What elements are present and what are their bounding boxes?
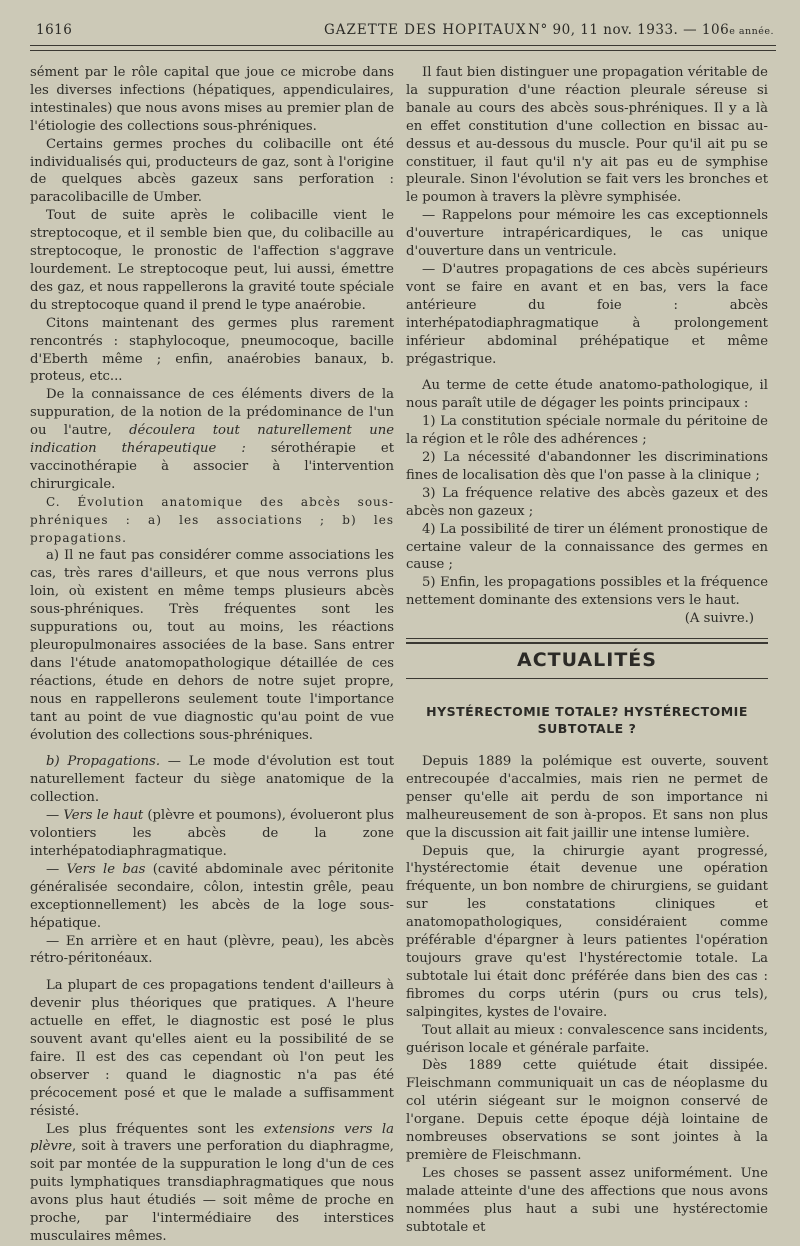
- paragraph: — D'autres propagations de ces abcès supérieurs vont se faire en avant et en bas, vers la face antérieure du foie : abcès interhépatodiaphragmatique à prolongement inférieur abdominal préhépatique et même prégastrique.: [406, 261, 768, 367]
- paragraph: sément par le rôle capital que joue ce microbe dans les diverses infections (hépatiques, appendiculaires, intestinales) que nous avons mises au premier plan de l'étiologie des collections sous-phréniques.: [30, 65, 394, 134]
- paragraph: Certains germes proches du colibacille ont été individualisés qui, producteurs de gaz, sont à l'origine de quelques abcès gazeux sans perforation : paracolibacille de Umber.: [30, 136, 394, 206]
- section-heading: ACTUALITÉS: [517, 649, 657, 672]
- paragraph: Au terme de cette étude anatomo-pathologique, il nous paraît utile de dégager les points principaux :: [406, 378, 768, 412]
- italic-run: Vers le bas: [66, 861, 146, 877]
- paragraph: Tout allait au mieux : convalescence sans incidents, guérison locale et générale parfaite.: [406, 1022, 768, 1056]
- paragraph: Depuis que, la chirurgie ayant progressé, l'hystérectomie était devenue une opération fréquente, un bon nombre de chirurgiens, se guidant sur les constatations cliniques et anatomopathologiques, considéraient comme préférable d'épargner à leurs patientes l'opération toujours grave qu'est l'hystérectomie totale. La subtotale lui était donc préférée dans bien des cas : fibromes du corps utérin (purs ou crus tels), salpingites, kystes de l'ovaire.: [406, 843, 768, 1020]
- article-title-line: SUBTOTALE ?: [537, 721, 637, 736]
- issue-date: N° 90, 11 nov. 1933. — 106: [528, 22, 730, 38]
- text-run: , soit à travers une perforation du diaphragme, soit par montée de la suppuration le long d'un de ces puits lymphatiques transdiaphragmatiques que nous avons plus haut étudiés — soit même de proche en proche, par l'intermédiaire des interstices musculaires mêmes.: [30, 1139, 394, 1244]
- text-run: De la connaissance de ces éléments divers de la suppuration, de la notion de la prédominance de l'un ou l'autre,: [30, 387, 394, 439]
- text-run: —: [46, 861, 67, 877]
- section-c-title: C. Évolution anatomique des abcès sous-phréniques : a) les associations ; b) les propagations.: [30, 494, 394, 545]
- paragraph: Tout de suite après le colibacille vient le streptocoque, et il semble bien que, du colibacille au streptocoque, le pronostic de l'affection s'aggrave lourdement. Le streptocoque peut, lui aussi, émettre des gaz, et nous rappellerons la gravité toute spéciale du streptocoque quand il prend le type anaérobie.: [30, 208, 394, 313]
- article-title-line: HYSTÉRECTOMIE TOTALE? HYSTÉRECTOMIE: [426, 704, 748, 719]
- point-item: 4) La possibilité de tirer un élément pronostique de certaine valeur de la connaissance des germes en cause ;: [406, 521, 768, 573]
- journal-title: GAZETTE DES HOPITAUX: [324, 22, 527, 38]
- right-column: [406, 64, 768, 1236]
- paragraph: Il faut bien distinguer une propagation véritable de la suppuration d'une réaction pleurale séreuse si banale au cours des abcès sous-phréniques. Il y a là en effet constitution d'une collection en bissac au-dessus et au-dessous du muscle. Pour qu'il ait pu se constituer, il faut qu'il n'y ait pas eu de symphise pleurale. Sinon l'évolution se fait vers les bronches et le poumon à travers la plèvre symphisée.: [406, 65, 768, 206]
- header-rule-bottom: [30, 50, 776, 51]
- section-rule-thin: [406, 638, 768, 639]
- point-item: 3) La fréquence relative des abcès gazeux et des abcès non gazeux ;: [406, 485, 768, 519]
- text-run: sérothérapie et vaccinothérapie à associer à l'intervention chirurgicale.: [30, 441, 394, 492]
- paragraph: La plupart de ces propagations tendent d'ailleurs à devenir plus théoriques que pratiques. A l'heure actuelle en effet, le diagnostic est posé le plus souvent avant qu'elles aient eu la possibilité de se faire. Il est des cas cependant où l'on peut les observer : quand le diagnostic n'a pas été précocement posé et que le malade a suffisamment résisté.: [30, 978, 394, 1119]
- issue-info: [528, 22, 774, 38]
- paragraph: Citons maintenant des germes plus rarement rencontrés : staphylocoque, pneumocoque, bacille d'Eberth même ; enfin, anaérobies banaux, b. proteus, etc...: [30, 315, 394, 385]
- section-rule-thick: [406, 642, 768, 644]
- text-run: Les plus fréquentes sont les: [46, 1121, 264, 1137]
- article-title: [406, 703, 768, 737]
- italic-run: b) Propagations.: [46, 754, 161, 770]
- paragraph: a) Il ne faut pas considérer comme associations les cas, très rares d'ailleurs, et que nous verrons plus loin, où existent en même temps plusieurs abcès sous-phréniques. Très fréquentes sont les suppurations ou, tout au moins, les réactions pleuropulmonaires associées de la base. Sans entrer dans l'étude anatomopathologique détaillée de ces réactions, étude en dehors de notre sujet propre, nous en rappellerons seulement toute l'importance tant au point de vue diagnostic qu'au point de vue évolution des collections sous-phréniques.: [30, 548, 394, 743]
- issue-year-suffix: e année.: [729, 26, 774, 37]
- point-item: 5) Enfin, les propagations possibles et la fréquence nettement dominante des extensions vers le haut.: [406, 575, 768, 609]
- paragraph: Depuis 1889 la polémique est ouverte, souvent entrecoupée d'accalmies, mais rien ne permet de penser qu'elle ait perdu de son importance ni malheureusement de son à-propos. Et sans non plus que la discussion ait fait jaillir une intense lumière.: [406, 754, 768, 841]
- paragraph: Dès 1889 cette quiétude était dissipée. Fleischmann communiquait un cas de néoplasme du col utérin siégeant sur le moignon conservé de l'organe. Depuis cette époque déjà lointaine de nombreuses observations se sont jointes à la première de Fleischmann.: [406, 1058, 768, 1163]
- text-run: —: [46, 808, 64, 824]
- page-header: [36, 22, 774, 42]
- paragraph: Les choses se passent assez uniformément. Une malade atteinte d'une des affections que nous avons nommées plus haut a subi une hystérectomie subtotale et: [406, 1165, 768, 1235]
- point-item: 2) La nécessité d'abandonner les discriminations fines de localisation dès que l'on passe à la clinique ;: [406, 450, 768, 483]
- section-rule-below: [406, 678, 768, 679]
- header-rule-top: [30, 45, 776, 46]
- paragraph: [30, 386, 394, 493]
- paragraph: — Rappelons pour mémoire les cas exceptionnels d'ouverture intrapéricardiques, le cas unique d'ouverture dans un ventricule.: [406, 208, 768, 260]
- point-item: 1) La constitution spéciale normale du péritoine de la région et le rôle des adhérences ;: [406, 414, 768, 448]
- italic-run: Vers le haut: [63, 808, 144, 824]
- paragraph: [30, 1121, 394, 1246]
- page-number: 1616: [36, 22, 73, 38]
- to-be-continued: (A suivre.): [684, 611, 754, 627]
- text-run: (plèvre et poumons), évolueront plus volontiers les abcès de la zone interhépatodiaphragmatique.: [30, 808, 394, 859]
- italic-run: découlera tout naturellement une indication thérapeutique :: [30, 423, 395, 457]
- paragraph: [30, 861, 394, 933]
- paragraph: [30, 807, 394, 861]
- italic-run: extensions vers la plèvre: [30, 1121, 394, 1155]
- text-run: — Le mode d'évolution est tout naturellement facteur du siège anatomique de la collection.: [30, 754, 394, 806]
- text-run: (cavité abdominale avec péritonite généralisée secondaire, côlon, intestin grêle, peau exceptionnellement) les abcès de la loge sous-hépatique.: [30, 861, 394, 931]
- paragraph: — En arrière et en haut (plèvre, peau), les abcès rétro-péritonéaux.: [30, 933, 394, 967]
- paragraph: [30, 753, 394, 807]
- left-column: [30, 64, 394, 1246]
